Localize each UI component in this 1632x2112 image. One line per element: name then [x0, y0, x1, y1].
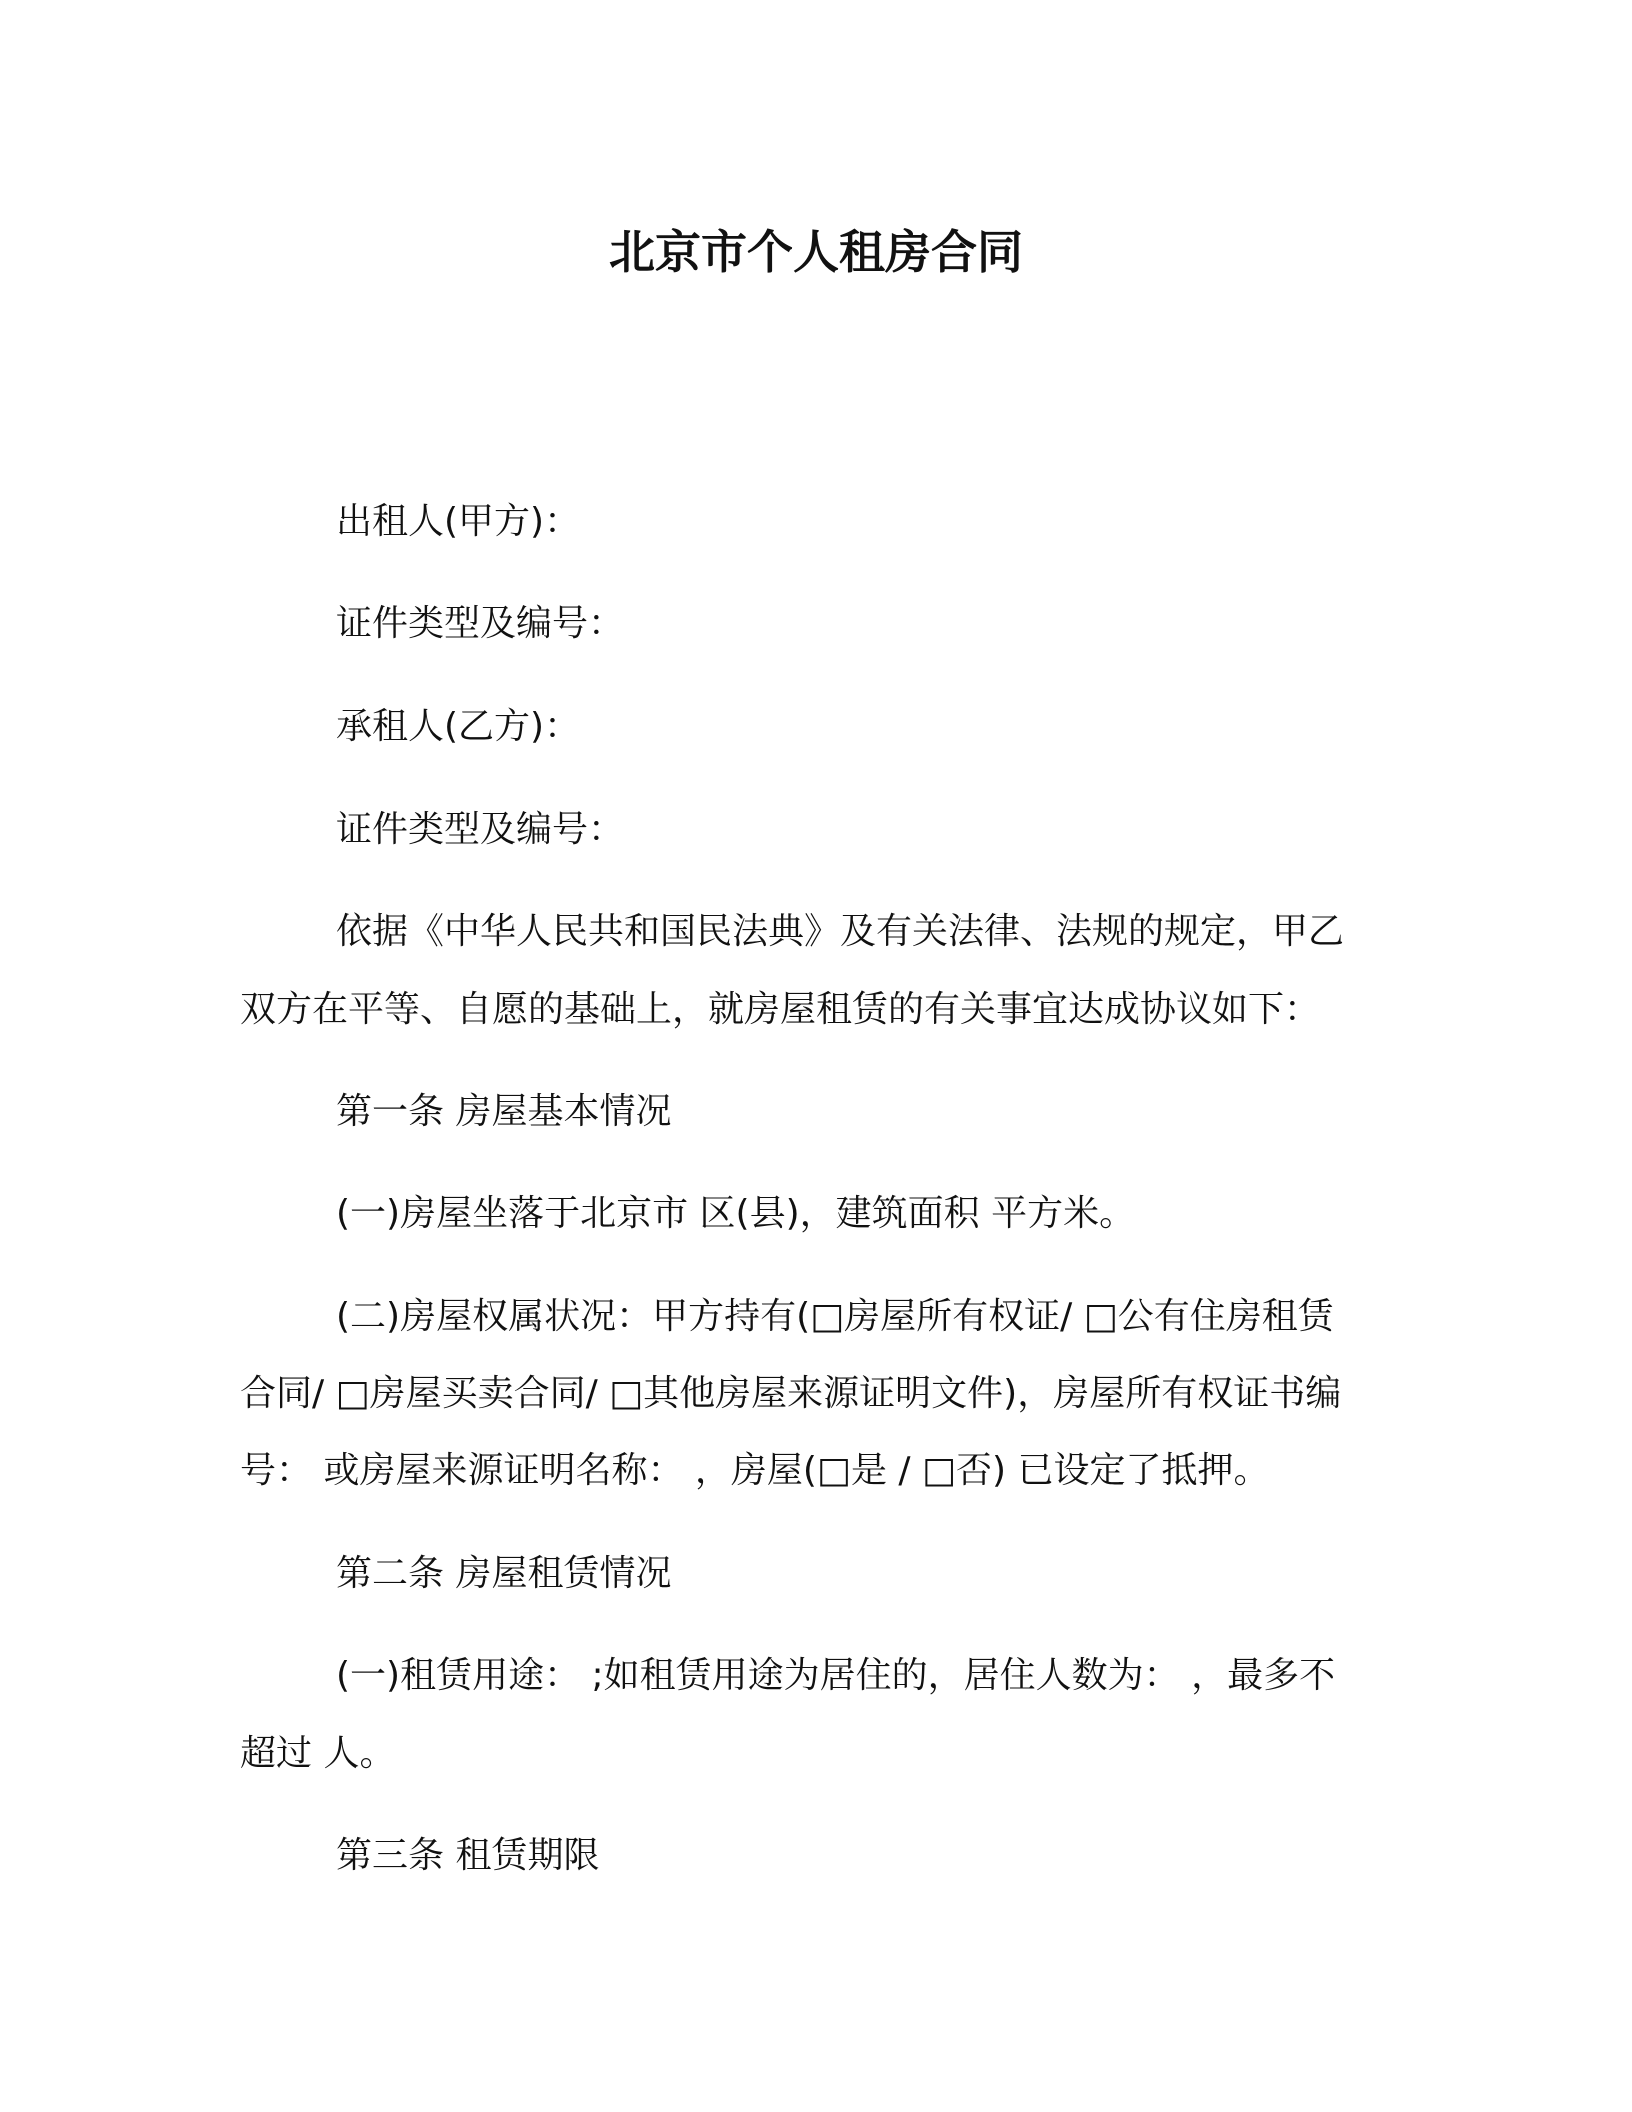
article-3-heading: 第三条 租赁期限: [336, 1835, 600, 1876]
article-1-heading: 第一条 房屋基本情况: [336, 1091, 672, 1132]
article-1-item-2-line-1: (二)房屋权属状况：甲方持有(□房屋所有权证/ □公有住房租赁: [336, 1296, 1334, 1337]
article-2-item-1-line-1: (一)租赁用途： ;如租赁用途为居住的，居住人数为： ，最多不: [336, 1655, 1336, 1696]
article-1-item-1: (一)房屋坐落于北京市 区(县)，建筑面积 平方米。: [336, 1193, 1136, 1234]
lessee-id-label: 证件类型及编号：: [336, 809, 625, 850]
preamble-line-2: 双方在平等、自愿的基础上，就房屋租赁的有关事宜达成协议如下：: [240, 989, 1321, 1030]
preamble-line-1: 依据《中华人民共和国民法典》及有关法律、法规的规定，甲乙: [336, 911, 1345, 952]
article-1-item-2-line-3: 号： 或房屋来源证明名称： ，房屋(□是 / □否) 已设定了抵押。: [240, 1450, 1270, 1491]
lessee-label: 承租人(乙方)：: [336, 706, 581, 747]
lessor-id-label: 证件类型及编号：: [336, 603, 625, 644]
article-2-item-1-line-2: 超过 人。: [240, 1733, 396, 1774]
document-title: 北京市个人租房合同: [609, 225, 1023, 279]
article-1-item-2-line-2: 合同/ □房屋买卖合同/ □其他房屋来源证明文件)，房屋所有权证书编: [240, 1373, 1342, 1414]
article-2-heading: 第二条 房屋租赁情况: [336, 1553, 672, 1594]
lessor-label: 出租人(甲方)：: [336, 501, 581, 542]
